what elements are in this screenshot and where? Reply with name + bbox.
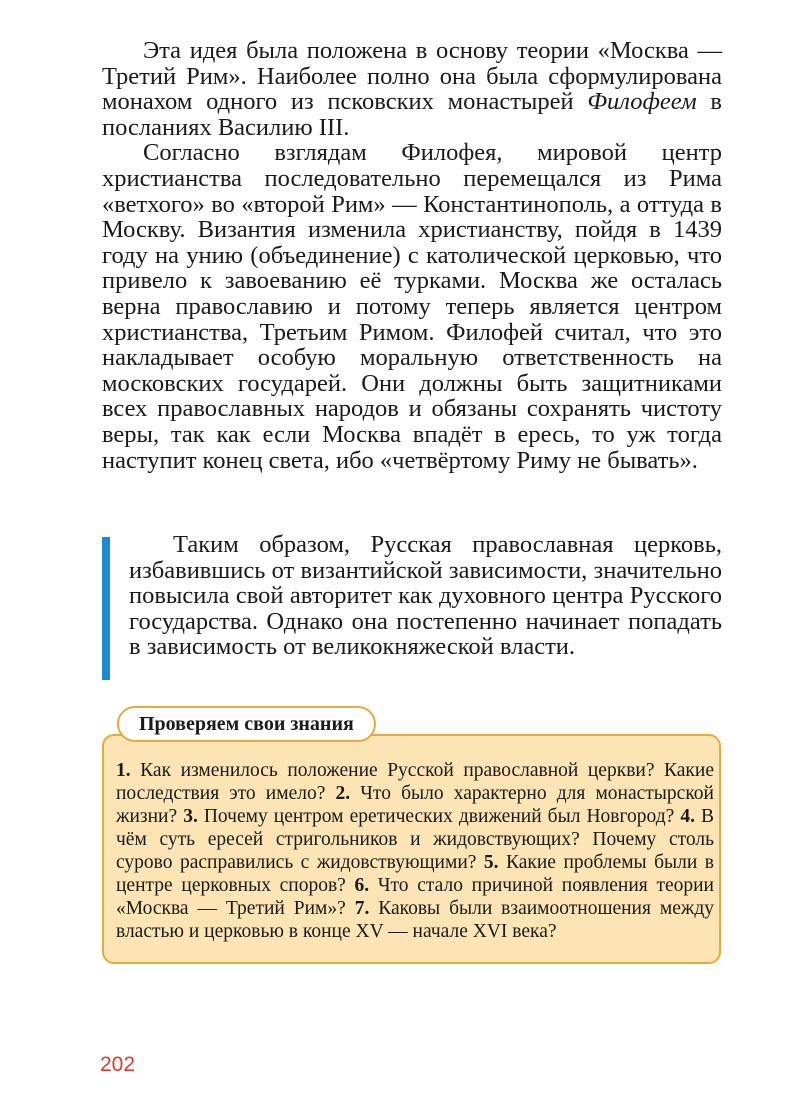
- question-1-text: Как изменилось положение Русской православной церкви? Какие последствия это имело?: [116, 760, 714, 804]
- paragraph-2: Согласно взглядам Филофея, мировой центр христианства последовательно перемещался из Рима «ветхого» во «второй Рим» — Константинополь, а оттуда в Москву. Византия изменила христианству, пойдя в 1439 году на унию (объединение) с католической церковью, что привело к завоеванию её турками. Москва же осталась верна православию и потому теперь является центром христианства, Третьим Римом. Филофей считал, что это накладывает особую моральную ответственность на московских государей. Они должны быть защитниками всех православных народов и обязаны сохранять чистоту веры, так как если Москва впадёт в ересь, то уж тогда наступит конец света, ибо «четвёртому Риму не бывать».: [102, 139, 722, 474]
- page-number: 202: [100, 1053, 136, 1076]
- conclusion-block: [102, 532, 722, 678]
- question-4-number: 4.: [680, 806, 695, 827]
- question-6-text: Что стало причиной появления теории «Москва — Третий Рим»?: [116, 875, 714, 919]
- question-7-number: 7.: [354, 898, 370, 919]
- author-name: Филофеем: [587, 88, 697, 116]
- accent-bar: [102, 537, 110, 680]
- question-5-number: 5.: [483, 852, 499, 873]
- question-5-text: Какие проблемы были в центре церковных споров?: [116, 852, 714, 896]
- question-1-number: 1.: [116, 760, 131, 781]
- review-questions: [116, 759, 714, 943]
- review-title: Проверяем свои знания: [117, 706, 376, 742]
- question-3-text: Почему центром еретических движений был Новгород?: [197, 806, 681, 827]
- question-4-text: В чём суть ересей стригольников и жидовствующих? Почему столь сурово расправились с жидовствующими?: [116, 806, 714, 873]
- paragraph-1: [102, 38, 722, 140]
- paragraph-1-text-b: в посланиях Василию III.: [102, 88, 722, 141]
- conclusion-text: Таким образом, Русская православная церковь, избавившись от византийской зависимости, значительно повысила свой авторитет как духовного центра Русского государства. Однако она постепенно начинает попадать в зависимость от великокняжеской власти.: [129, 531, 722, 661]
- paragraph-1-text-a: Эта идея была положена в основу теории «Москва — Третий Рим». Наиболее полно она была сформулирована монахом одного из псковских монастырей: [102, 37, 722, 116]
- question-6-number: 6.: [354, 875, 370, 896]
- question-3-number: 3.: [183, 806, 198, 827]
- question-2-number: 2.: [335, 783, 351, 804]
- question-7-text: Каковы были взаимоотношения между властью и церковью в конце XV — начале XVI века?: [116, 898, 714, 942]
- main-text: [102, 38, 722, 473]
- question-2-text: Что было характерно для монастырской жизни?: [116, 783, 714, 827]
